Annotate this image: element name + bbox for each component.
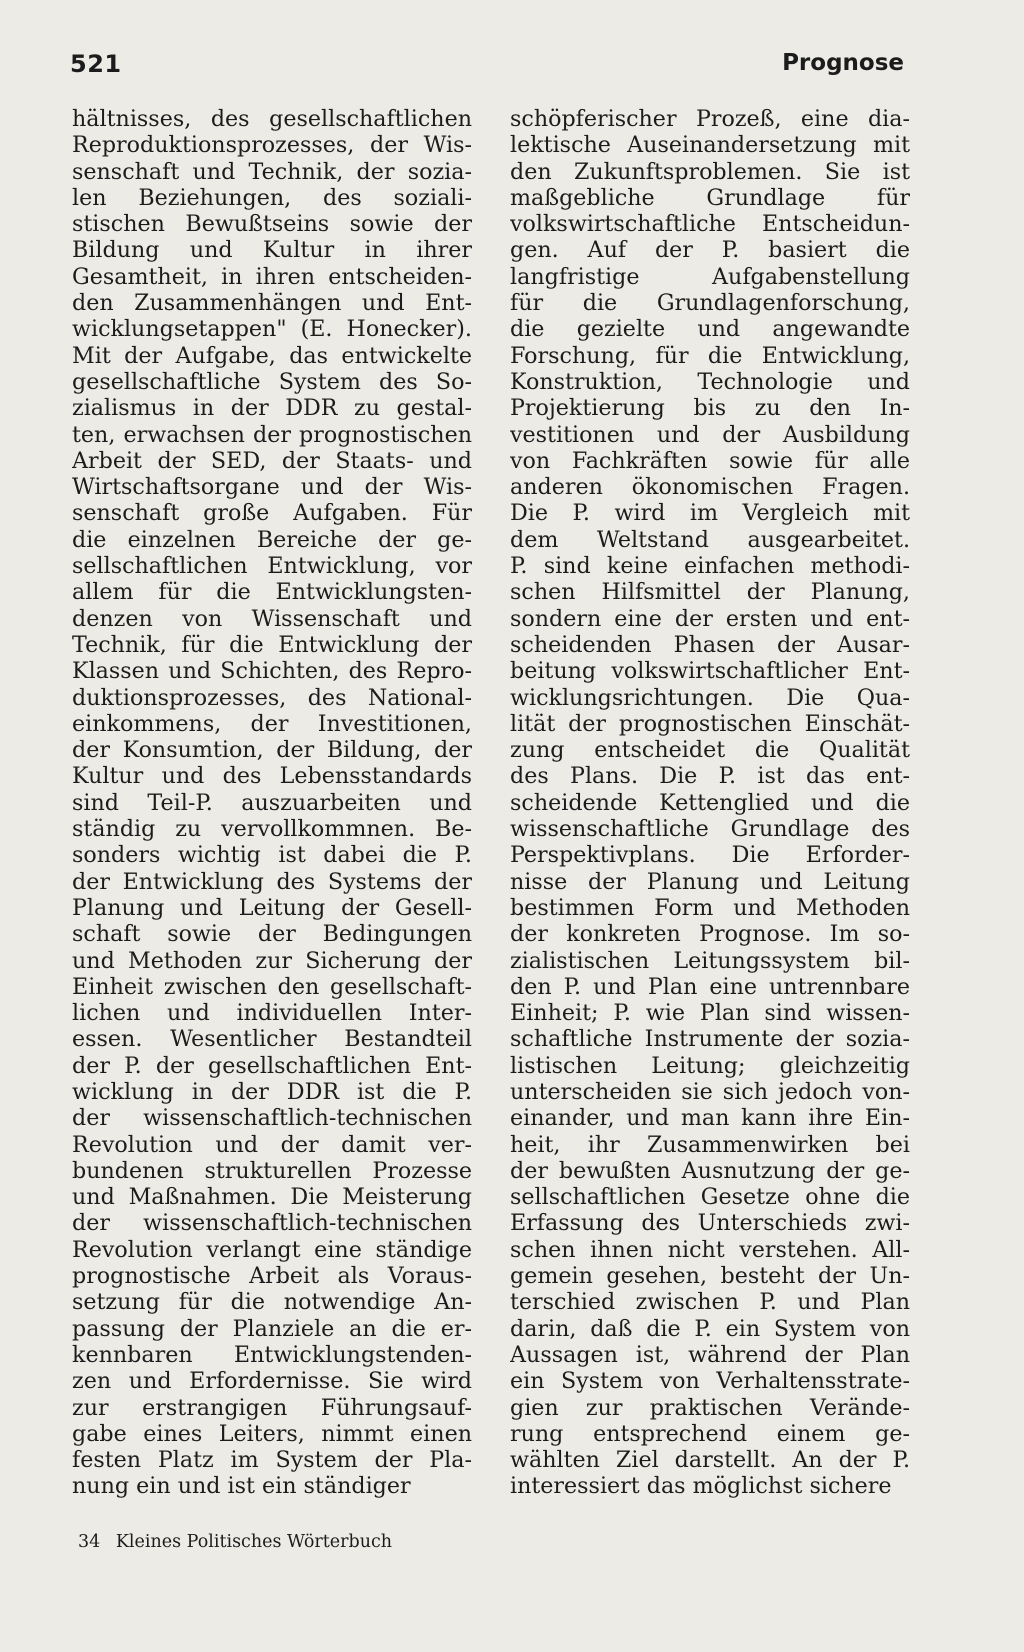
text-line: gabe eines Leiters, nimmt einen xyxy=(72,1420,472,1447)
text-line: Arbeit der SED, der Staats- und xyxy=(72,447,472,474)
footer-book-title: Kleines Politisches Wörterbuch xyxy=(115,1532,393,1552)
text-line: der Konsumtion, der Bildung, der xyxy=(72,737,472,764)
text-line: ten, erwachsen der prognostischen xyxy=(72,421,472,448)
text-line: hältnisses, des gesellschaftlichen xyxy=(72,106,472,132)
text-line: denzen von Wissenschaft und xyxy=(72,605,472,632)
text-line: der wissenschaftlich-technischen xyxy=(72,1105,472,1132)
text-line: Erfassung des Unterschieds zwi- xyxy=(510,1210,910,1237)
text-line: sonders wichtig ist dabei die P. xyxy=(72,842,472,869)
text-line: Die P. wird im Vergleich mit xyxy=(510,500,910,527)
text-line: Konstruktion, Technologie und xyxy=(510,368,910,395)
text-line: einander, und man kann ihre Ein- xyxy=(510,1105,910,1132)
text-line: Planung und Leitung der Gesell- xyxy=(72,894,472,921)
text-line: Einheit zwischen den gesellschaft- xyxy=(72,973,472,1000)
text-line: vestitionen und der Ausbildung xyxy=(510,421,910,448)
text-line: sellschaftlichen Entwicklung, vor xyxy=(72,553,472,580)
text-line: Einheit; P. wie Plan sind wissen- xyxy=(510,1000,910,1027)
text-line: rung entsprechend einem ge- xyxy=(510,1420,910,1447)
text-line: Mit der Aufgabe, das entwickelte xyxy=(72,342,472,369)
text-line: festen Platz im System der Pla- xyxy=(72,1447,472,1474)
text-line: und Maßnahmen. Die Meisterung xyxy=(72,1184,472,1211)
text-line: listischen Leitung; gleichzeitig xyxy=(510,1052,910,1079)
text-line: der wissenschaftlich-technischen xyxy=(72,1210,472,1237)
text-line: die gezielte und angewandte xyxy=(510,316,910,343)
text-line: zialistischen Leitungssystem bil- xyxy=(510,947,910,974)
text-line: Forschung, für die Entwicklung, xyxy=(510,342,910,369)
text-line: unterscheiden sie sich jedoch von- xyxy=(510,1078,910,1105)
text-line: zen und Erfordernisse. Sie wird xyxy=(72,1368,472,1395)
text-line: duktionsprozesses, des National- xyxy=(72,684,472,711)
text-line: gien zur praktischen Verände- xyxy=(510,1394,910,1421)
text-line: bundenen strukturellen Prozesse xyxy=(72,1157,472,1184)
text-line: prognostische Arbeit als Voraus- xyxy=(72,1263,472,1290)
text-line: gen. Auf der P. basiert die xyxy=(510,237,910,264)
text-line: wicklungsrichtungen. Die Qua- xyxy=(510,684,910,711)
text-line: heit, ihr Zusammenwirken bei xyxy=(510,1131,910,1158)
text-line: schöpferischer Prozeß, eine dia- xyxy=(510,106,910,132)
text-line: interessiert das möglichst sichere xyxy=(510,1473,892,1500)
text-line: senschaft und Technik, der sozia- xyxy=(72,158,472,185)
text-line: der konkreten Prognose. Im so- xyxy=(510,921,910,948)
page-number: 521 xyxy=(70,50,122,78)
text-line: Reproduktionsprozesses, der Wis- xyxy=(72,132,472,159)
text-line: sellschaftlichen Gesetze ohne die xyxy=(510,1184,910,1211)
text-line: schaft sowie der Bedingungen xyxy=(72,921,472,948)
text-line: Projektierung bis zu den In- xyxy=(510,395,910,422)
text-line: nung ein und ist ein ständiger xyxy=(72,1473,411,1500)
text-line: beitung volkswirtschaftlicher Ent- xyxy=(510,658,910,685)
text-line: zur erstrangigen Führungsauf- xyxy=(72,1394,472,1421)
text-line: scheidenden Phasen der Ausar- xyxy=(510,631,910,658)
text-line: essen. Wesentlicher Bestandteil xyxy=(72,1026,472,1053)
text-line: schaftliche Instrumente der sozia- xyxy=(510,1026,910,1053)
text-line: Wirtschaftsorgane und der Wis- xyxy=(72,474,472,501)
text-line: ein System von Verhaltensstrate- xyxy=(510,1368,910,1395)
text-line: der bewußten Ausnutzung der ge- xyxy=(510,1157,910,1184)
text-line: schen ihnen nicht verstehen. All- xyxy=(510,1236,910,1263)
text-line: wählten Ziel darstellt. An der P. xyxy=(510,1447,910,1474)
text-line: sind Teil-P. auszuarbeiten und xyxy=(72,789,472,816)
footer-signature-number: 34 xyxy=(78,1532,101,1552)
text-line: den Zukunftsproblemen. Sie ist xyxy=(510,158,910,185)
text-line: Revolution verlangt eine ständige xyxy=(72,1236,472,1263)
text-line: passung der Planziele an die er- xyxy=(72,1315,472,1342)
text-line: allem für die Entwicklungsten- xyxy=(72,579,472,606)
text-line: nisse der Planung und Leitung xyxy=(510,868,910,895)
text-line: P. sind keine einfachen methodi- xyxy=(510,553,910,580)
text-line: Aussagen ist, während der Plan xyxy=(510,1341,910,1368)
text-line: darin, daß die P. ein System von xyxy=(510,1315,910,1342)
text-line: lichen und individuellen Inter- xyxy=(72,1000,472,1027)
text-line: für die Grundlagenforschung, xyxy=(510,290,910,317)
text-line: len Beziehungen, des soziali- xyxy=(72,184,472,211)
text-line: des Plans. Die P. ist das ent- xyxy=(510,763,910,790)
text-line: bestimmen Form und Methoden xyxy=(510,894,910,921)
text-column-left xyxy=(72,106,472,1500)
text-line: schen Hilfsmittel der Planung, xyxy=(510,579,910,606)
text-line: lität der prognostischen Einschät- xyxy=(510,710,910,737)
text-line: Klassen und Schichten, des Repro- xyxy=(72,658,472,685)
text-line: wicklung in der DDR ist die P. xyxy=(72,1078,472,1105)
text-line: Bildung und Kultur in ihrer xyxy=(72,237,472,264)
text-line: Gesamtheit, in ihren entscheiden- xyxy=(72,263,472,290)
text-line: volkswirtschaftliche Entscheidun- xyxy=(510,211,910,238)
text-line: zung entscheidet die Qualität xyxy=(510,737,910,764)
text-line: und Methoden zur Sicherung der xyxy=(72,947,472,974)
running-head: Prognose xyxy=(782,50,904,76)
text-line: langfristige Aufgabenstellung xyxy=(510,263,910,290)
text-line: Technik, für die Entwicklung der xyxy=(72,631,472,658)
text-line: anderen ökonomischen Fragen. xyxy=(510,474,910,501)
text-line: der P. der gesellschaftlichen Ent- xyxy=(72,1052,472,1079)
text-line: dem Weltstand ausgearbeitet. xyxy=(510,526,910,553)
text-line: senschaft große Aufgaben. Für xyxy=(72,500,472,527)
page-footer xyxy=(78,1532,392,1552)
text-line: kennbaren Entwicklungstenden- xyxy=(72,1341,472,1368)
text-line: setzung für die notwendige An- xyxy=(72,1289,472,1316)
text-line: zialismus in der DDR zu gestal- xyxy=(72,395,472,422)
text-line: lektische Auseinandersetzung mit xyxy=(510,132,910,159)
text-line: terschied zwischen P. und Plan xyxy=(510,1289,910,1316)
text-line: den Zusammenhängen und Ent- xyxy=(72,290,472,317)
text-line: der Entwicklung des Systems der xyxy=(72,868,472,895)
text-line: gemein gesehen, besteht der Un- xyxy=(510,1263,910,1290)
text-line: wicklungsetappen" (E. Honecker). xyxy=(72,316,472,343)
text-line: sondern eine der ersten und ent- xyxy=(510,605,910,632)
text-line: maßgebliche Grundlage für xyxy=(510,184,910,211)
text-column-right xyxy=(510,106,910,1500)
text-line: Kultur und des Lebensstandards xyxy=(72,763,472,790)
text-line: ständig zu vervollkommnen. Be- xyxy=(72,816,472,843)
text-line: von Fachkräften sowie für alle xyxy=(510,447,910,474)
text-line: Revolution und der damit ver- xyxy=(72,1131,472,1158)
text-line: die einzelnen Bereiche der ge- xyxy=(72,526,472,553)
text-line: Perspektivplans. Die Erforder- xyxy=(510,842,910,869)
text-line: einkommens, der Investitionen, xyxy=(72,710,472,737)
text-line: stischen Bewußtseins sowie der xyxy=(72,211,472,238)
text-line: scheidende Kettenglied und die xyxy=(510,789,910,816)
text-line: den P. und Plan eine untrennbare xyxy=(510,973,910,1000)
text-line: gesellschaftliche System des So- xyxy=(72,368,472,395)
text-line: wissenschaftliche Grundlage des xyxy=(510,816,910,843)
